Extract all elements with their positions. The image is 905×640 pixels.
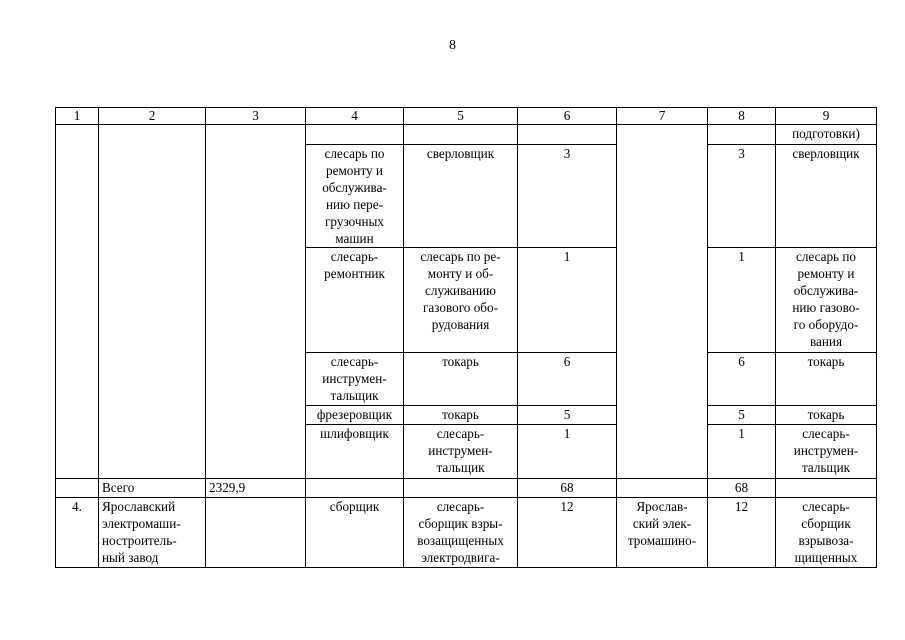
- cell-new-profession: токарь: [404, 406, 518, 425]
- cell-value: [206, 498, 306, 568]
- cell-profession: фрезеровщик: [306, 406, 404, 425]
- cell-training-profession: подготовки): [776, 125, 877, 145]
- page-number: 8: [449, 38, 456, 53]
- column-number: 7: [617, 108, 708, 125]
- total-label: Всего: [99, 479, 206, 498]
- cell-count: 5: [518, 406, 617, 425]
- column-number: 4: [306, 108, 404, 125]
- cell-org: [617, 125, 708, 479]
- column-number: 8: [708, 108, 776, 125]
- cell-value: [206, 125, 306, 479]
- column-number: 3: [206, 108, 306, 125]
- column-number: 6: [518, 108, 617, 125]
- table-row: [56, 125, 877, 145]
- cell-new-profession: слесарь- сборщик взры- возащищенных электродвига-: [404, 498, 518, 568]
- column-number: 5: [404, 108, 518, 125]
- cell-profession: слесарь по ремонту и обслужива- нию пере- грузочных машин: [306, 145, 404, 248]
- total-count: 68: [518, 479, 617, 498]
- cell-profession: слесарь- ремонтник: [306, 248, 404, 353]
- cell-count: [518, 125, 617, 145]
- cell-profession: шлифовщик: [306, 425, 404, 479]
- cell-profession: [306, 479, 404, 498]
- cell-profession: сборщик: [306, 498, 404, 568]
- cell-count: 3: [708, 145, 776, 248]
- cell-org: Ярослав- ский элек- тромашино-: [617, 498, 708, 568]
- cell-new-profession: [404, 479, 518, 498]
- cell-enterprise: [99, 125, 206, 479]
- cell-count: 1: [518, 248, 617, 353]
- cell-training-profession: слесарь- сборщик взрывоза- щищенных: [776, 498, 877, 568]
- total-count: 68: [708, 479, 776, 498]
- total-value: 2329,9: [206, 479, 306, 498]
- cell-profession: [306, 125, 404, 145]
- column-number: 9: [776, 108, 877, 125]
- cell-training-profession: токарь: [776, 406, 877, 425]
- column-number: 2: [99, 108, 206, 125]
- cell-training-profession: сверловщик: [776, 145, 877, 248]
- cell-training-profession: [776, 479, 877, 498]
- cell-count: 12: [518, 498, 617, 568]
- cell-training-profession: слесарь по ремонту и обслужива- нию газово- го оборудо- вания: [776, 248, 877, 353]
- cell-new-profession: слесарь- инструмен- тальщик: [404, 425, 518, 479]
- cell-profession: слесарь- инструмен- тальщик: [306, 353, 404, 406]
- cell-number: 4.: [56, 498, 99, 568]
- document-table: [55, 107, 877, 568]
- column-number-row: [56, 108, 877, 125]
- cell-count: 1: [708, 425, 776, 479]
- cell-count: 3: [518, 145, 617, 248]
- cell-new-profession: сверловщик: [404, 145, 518, 248]
- cell-org: [617, 479, 708, 498]
- cell-training-profession: слесарь- инструмен- тальщик: [776, 425, 877, 479]
- cell-count: 1: [708, 248, 776, 353]
- cell-count: 12: [708, 498, 776, 568]
- table-row: [56, 498, 877, 568]
- cell-count: [708, 125, 776, 145]
- cell-new-profession: токарь: [404, 353, 518, 406]
- cell-enterprise: Ярославский электромаши- ностроитель- ный завод: [99, 498, 206, 568]
- cell-new-profession: [404, 125, 518, 145]
- cell-count: 1: [518, 425, 617, 479]
- cell-number: [56, 479, 99, 498]
- cell-count: 6: [708, 353, 776, 406]
- cell-count: 6: [518, 353, 617, 406]
- total-row: [56, 479, 877, 498]
- cell-new-profession: слесарь по ре- монту и об- служиванию газового обо- рудования: [404, 248, 518, 353]
- cell-number: [56, 125, 99, 479]
- cell-count: 5: [708, 406, 776, 425]
- column-number: 1: [56, 108, 99, 125]
- cell-training-profession: токарь: [776, 353, 877, 406]
